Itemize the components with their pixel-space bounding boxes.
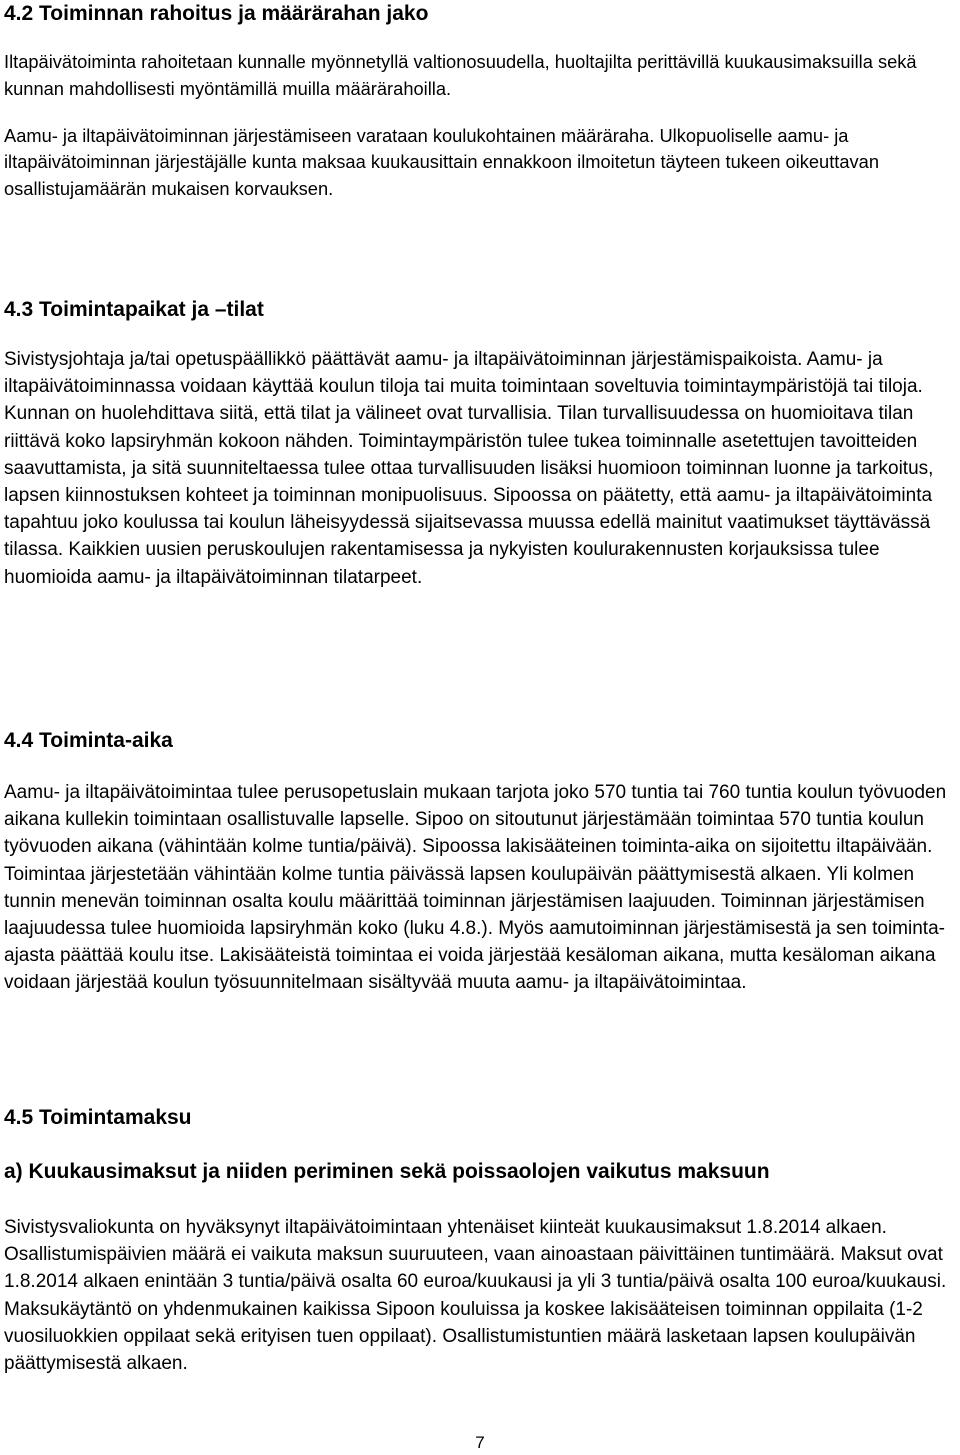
sentence: Myös aamutoiminnan järjestämisestä ja sen toiminta-ajasta päättää koulu itse. bbox=[4, 918, 945, 967]
sentence: Tilan turvallisuudessa on huomioitava tilan riittävä koko lapsiryhmän kokoon nähden. bbox=[4, 403, 914, 452]
section-heading-4-3: 4.3 Toimintapaikat ja –tilat bbox=[4, 298, 264, 321]
sentence: Kunnan on huolehdittava siitä, että tilat ja välineet ovat turvallisia. bbox=[4, 403, 553, 425]
paragraph-operating-hours bbox=[4, 779, 956, 997]
sentence: Toimintaympäristön tulee tukea toiminnalle asetettujen tavoitteiden saavuttamista, ja sitä suunniteltaessa tulee ottaa turvallisuuden lisäksi huomioon toiminnan luonne ja tarkoitus, lapsen kiinnostuksen kohteet ja toiminnan monipuolisuus. bbox=[4, 430, 934, 507]
paragraph-premises bbox=[4, 346, 956, 591]
sentence: Toimintaa järjestetään vähintään kolme tuntia päivässä lapsen koulupäivän päättymisestä alkaen. bbox=[4, 863, 822, 885]
sentence: Maksut ovat 1.8.2014 alkaen enintään 3 tuntia/päivä osalta 60 euroa/kuukausi ja yli 3 tuntia/päivä osalta 100 euroa/kuukausi. bbox=[4, 1244, 947, 1293]
section-heading-4-4: 4.4 Toiminta-aika bbox=[4, 729, 173, 752]
sentence: Aamu- ja iltapäivätoiminnan järjestämiseen varataan koulukohtainen määräraha. bbox=[4, 124, 655, 146]
page-number: 7 bbox=[475, 1433, 485, 1452]
sentence: Osallistumispäivien määrä ei vaikuta maksun suuruuteen, vaan ainoastaan päivittäinen tuntimäärä. bbox=[4, 1244, 836, 1266]
sentence: Aamu- ja iltapäivätoiminnassa voidaan käyttää koulun tiloja tai muita toimintaan soveltuvia toimintaympäristöjä tai tiloja. bbox=[4, 349, 923, 398]
sentence: Lakisääteistä toimintaa ei voida järjestää kesäloman aikana, mutta kesäloman aikana voidaan järjestää koulun työsuunnitelmaan sisältyvää muuta aamu- ja iltapäivätoimintaa. bbox=[4, 945, 936, 994]
section-heading-4-2: 4.2 Toiminnan rahoitus ja määrärahan jako bbox=[4, 2, 429, 25]
sentence: Sipoo on sitoutunut järjestämään toimintaa 570 tuntia koulun työvuoden aikana (vähintään kolme tuntia/päivä). bbox=[4, 809, 924, 858]
section-4-5 bbox=[4, 1104, 956, 1377]
sentence: Yli kolmen tunnin menevän toiminnan osalta koulu määrittää toiminnan järjestämisen laajuuden. bbox=[4, 863, 915, 912]
subsection-heading-monthly-fees: a) Kuukausimaksut ja niiden periminen sekä poissaolojen vaikutus maksuun bbox=[4, 1160, 770, 1183]
sentence: Toiminnan järjestämisen laajuudessa tulee huomioida lapsiryhmän koko (luku 4.8.). bbox=[4, 890, 925, 940]
sentence: Sipoossa on päätetty, että aamu- ja iltapäivätoiminta tapahtuu joko koulussa tai koulun läheisyydessä sijaitsevassa muussa edellä mainitut vaatimukset täyttävässä tilassa. bbox=[4, 485, 933, 561]
sentence: Sivistysjohtaja ja/tai opetuspäällikkö päättävät aamu- ja iltapäivätoiminnan järjestämispaikoista. bbox=[4, 349, 803, 370]
section-4-3 bbox=[4, 296, 956, 591]
section-4-4 bbox=[4, 727, 956, 997]
section-heading-4-5: 4.5 Toimintamaksu bbox=[4, 1106, 192, 1129]
sentence: Ulkopuoliselle aamu- ja iltapäivätoiminnan järjestäjälle kunta maksaa kuukausittain ennakkoon ilmoitetun täyteen tukeen oikeuttavan osallistujamäärän mukaisen korvauksen. bbox=[4, 124, 879, 200]
sentence: Maksukäytäntö on yhdenmukainen kaikissa Sipoon kouluissa ja koskee lakisääteisen toiminnan oppilaita (1-2 vuosiluokkien oppilaat sekä erityisen tuen oppilaat). bbox=[4, 1298, 923, 1347]
paragraph-funding: Iltapäivätoiminta rahoitetaan kunnalle myönnetyllä valtionosuudella, huoltajilta perittävillä kuukausimaksuilla sekä kunnan mahdollisesti myöntämillä muilla määrärahoilla. bbox=[4, 51, 917, 99]
section-4-2 bbox=[4, 0, 956, 203]
paragraph-monthly-fees bbox=[4, 1214, 956, 1377]
sentence: Kaikkien uusien peruskoulujen rakentamisessa ja nykyisten koulurakennusten korjauksissa tulee huomioida aamu- ja iltapäivätoiminnan tilatarpeet. bbox=[4, 539, 880, 588]
sentence: Aamu- ja iltapäivätoimintaa tulee perusopetuslain mukaan tarjota joko 570 tuntia tai 760 tuntia koulun työvuoden aikana kullekin toimintaan osallistuvalle lapselle. bbox=[4, 782, 947, 831]
sentence: Sipoossa lakisääteinen toiminta-aika on sijoitettu iltapäivään. bbox=[422, 836, 933, 858]
sentence: Sivistysvaliokunta on hyväksynyt iltapäivätoimintaan yhtenäiset kiinteät kuukausimaksut 1.8.2014 alkaen. bbox=[4, 1217, 887, 1238]
sentence: Osallistumistuntien määrä lasketaan lapsen koulupäivän päättymisestä alkaen. bbox=[4, 1325, 916, 1375]
paragraph-allocation bbox=[4, 123, 956, 203]
